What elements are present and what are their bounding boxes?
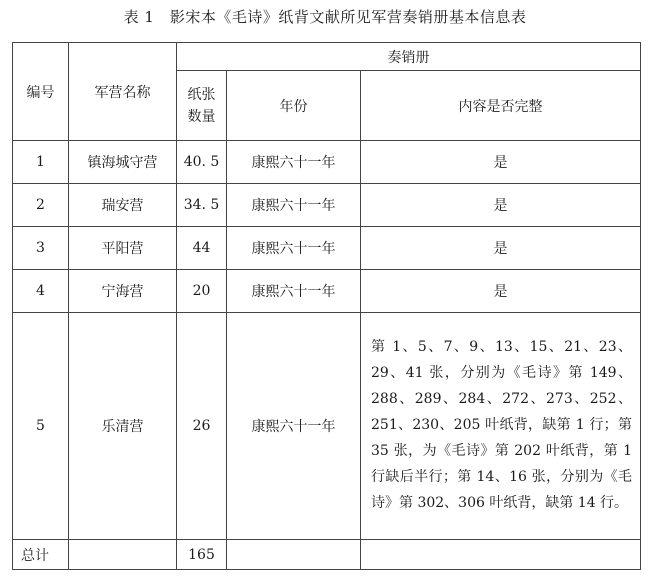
- camp-info-table: [12, 42, 641, 570]
- total-camp-empty: [69, 540, 177, 570]
- table-row: [13, 313, 641, 540]
- cell-complete: 是: [361, 227, 641, 270]
- table-row: [13, 270, 641, 313]
- cell-sheets: 44: [177, 227, 227, 270]
- table-row: [13, 184, 641, 227]
- total-sheets: 165: [177, 540, 227, 570]
- cell-camp: 镇海城守营: [69, 141, 177, 184]
- cell-number: 5: [13, 313, 69, 540]
- cell-number: 4: [13, 270, 69, 313]
- cell-number: 1: [13, 141, 69, 184]
- cell-number: 2: [13, 184, 69, 227]
- header-year: 年份: [227, 71, 361, 141]
- table-title: 表 1 影宋本《毛诗》纸背文献所见军营奏销册基本信息表: [123, 8, 527, 26]
- cell-camp: 平阳营: [69, 227, 177, 270]
- cell-year: 康熙六十一年: [227, 270, 361, 313]
- cell-sheets: 34. 5: [177, 184, 227, 227]
- header-group-memorial: 奏销册: [177, 43, 641, 71]
- header-complete: 内容是否完整: [361, 71, 641, 141]
- header-number: 编号: [13, 43, 69, 141]
- cell-sheets: 26: [177, 313, 227, 540]
- cell-year: 康熙六十一年: [227, 184, 361, 227]
- cell-camp: 乐清营: [69, 313, 177, 540]
- cell-complete-detail: 第 1、5、7、9、13、15、21、23、29、41 张，分别为《毛诗》第 149、288、289、284、272、273、252、251、230、205 叶纸背，缺第 1 行；第 35 张，为《毛诗》第 202 叶纸背，第 1 行缺后半行；第 14、16 张，分别为《毛诗》第 302、306 叶纸背，缺第 14 行。: [361, 313, 641, 540]
- total-label: 总计: [13, 540, 69, 570]
- header-camp-name: 军营名称: [69, 43, 177, 141]
- header-sheet-count-line1: 纸张: [187, 86, 216, 103]
- total-complete-empty: [361, 540, 641, 570]
- table-row: [13, 227, 641, 270]
- cell-sheets: 20: [177, 270, 227, 313]
- cell-complete: 是: [361, 184, 641, 227]
- cell-complete: 是: [361, 270, 641, 313]
- cell-number: 3: [13, 227, 69, 270]
- cell-year: 康熙六十一年: [227, 227, 361, 270]
- cell-camp: 瑞安营: [69, 184, 177, 227]
- cell-sheets: 40. 5: [177, 141, 227, 184]
- header-sheet-count: [177, 71, 227, 141]
- total-row: [13, 540, 641, 570]
- cell-complete: 是: [361, 141, 641, 184]
- total-year-empty: [227, 540, 361, 570]
- header-sheet-count-line2: 数量: [187, 108, 216, 125]
- cell-year: 康熙六十一年: [227, 313, 361, 540]
- cell-year: 康熙六十一年: [227, 141, 361, 184]
- cell-camp: 宁海营: [69, 270, 177, 313]
- table-row: [13, 141, 641, 184]
